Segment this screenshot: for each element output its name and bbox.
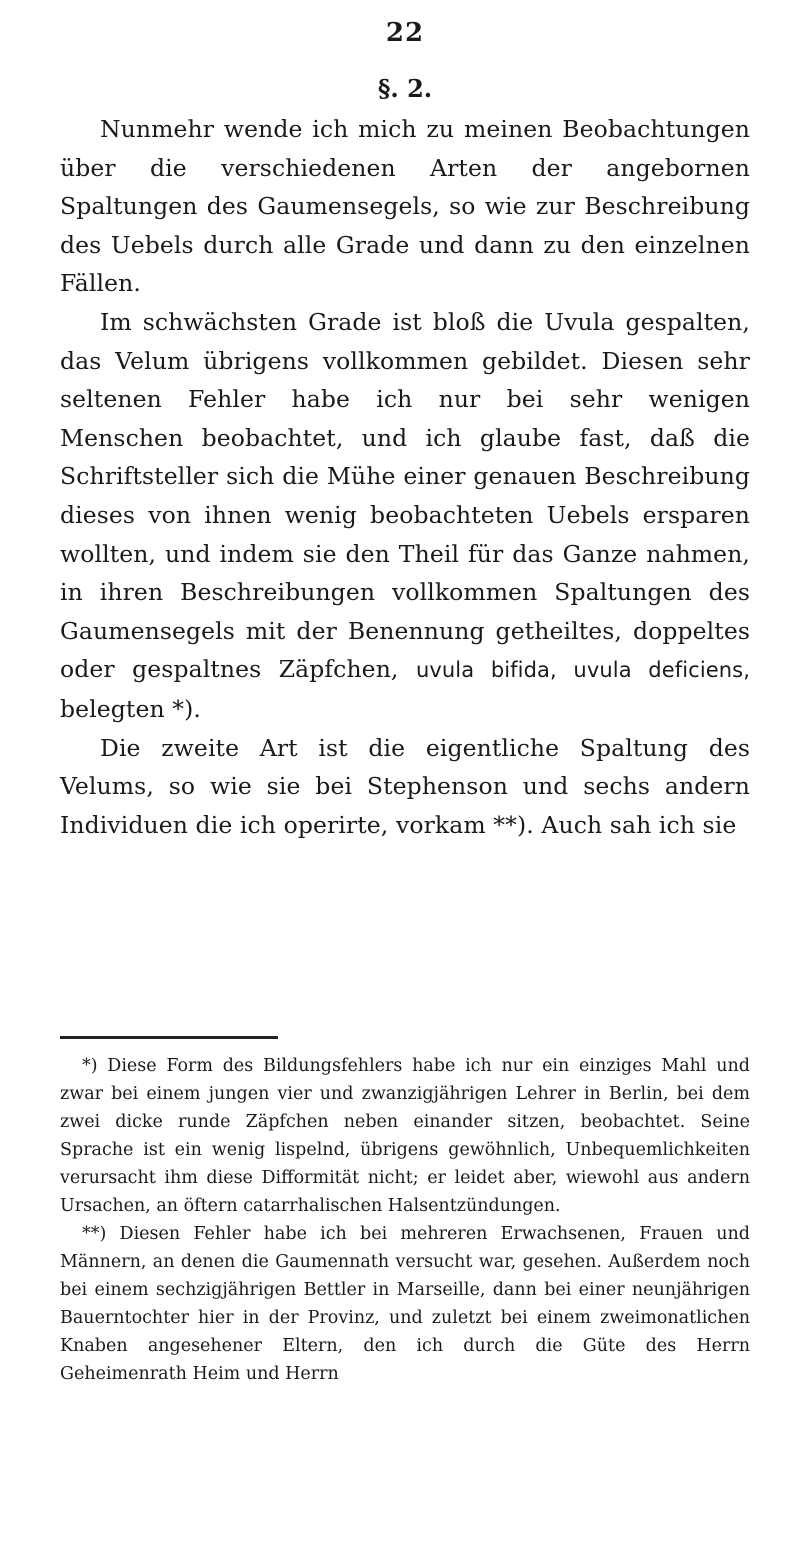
page-number: 22 [385,18,425,48]
footnote-divider [60,1036,278,1039]
paragraph-3-text: Die zweite Art ist die eigentliche Spaltung des Velums, so wie sie bei Stephenson und sechs andern Individuen die ich operirte, vorkam **). Auch sah ich sie [60,733,750,839]
paragraph-2-tail: belegten *). [60,694,201,723]
paragraph-1 [60,110,750,303]
paragraph-1-text: Nunmehr wende ich mich zu meinen Beobachtungen über die verschiedenen Arten der angebornen Spaltungen des Gaumensegels, so wie zur Beschreibung des Uebels durch alle Grade und dann zu den einzelnen Fällen. [60,115,750,298]
book-page [60,0,750,1553]
section-heading: §. 2. [377,74,433,103]
paragraph-3 [60,729,750,845]
footnote-1: *) Diese Form des Bildungsfehlers habe ich nur ein einziges Mahl und zwar bei einem jungen vier und zwanzigjährigen Lehrer in Berlin, bei dem zwei dicke runde Zäpfchen neben einander sitzen, beobachtet. Seine Sprache ist ein wenig lispelnd, übrigens gewöhnlich, Unbequemlichkeiten verursacht ihm diese Difformität nicht; er leidet aber, wiewohl aus andern Ursachen, an öftern catarrhalischen Halsentzündungen. [60,1056,750,1216]
latin-terms: uvula bifida, uvula deficiens, [415,658,750,683]
footnotes [60,1052,750,1388]
main-text [60,110,750,844]
footnote-2: **) Diesen Fehler habe ich bei mehreren Erwachsenen, Frauen und Männern, an denen die Gaumennath versucht war, gesehen. Außerdem noch bei einem sechzigjährigen Bettler in Marseille, dann bei einer neunjährigen Bauerntochter hier in der Provinz, und zuletzt bei einem zweimonatlichen Knaben angesehener Eltern, den ich durch die Güte des Herrn Geheimenrath Heim und Herrn [60,1224,750,1384]
paragraph-2 [60,303,750,729]
paragraph-2-text: Im schwächsten Grade ist bloß die Uvula gespalten, das Velum übrigens vollkommen gebildet. Diesen sehr seltenen Fehler habe ich nur bei sehr wenigen Menschen beobachtet, und ich glaube fast, daß die Schriftsteller sich die Mühe einer genauen Beschreibung dieses von ihnen wenig beobachteten Uebels ersparen wollten, und indem sie den Theil für das Ganze nahmen, in ihren Beschreibungen vollkommen Spaltungen des Gaumensegels mit der Benennung getheiltes, doppeltes oder gespaltnes Zäpfchen, [60,307,750,684]
